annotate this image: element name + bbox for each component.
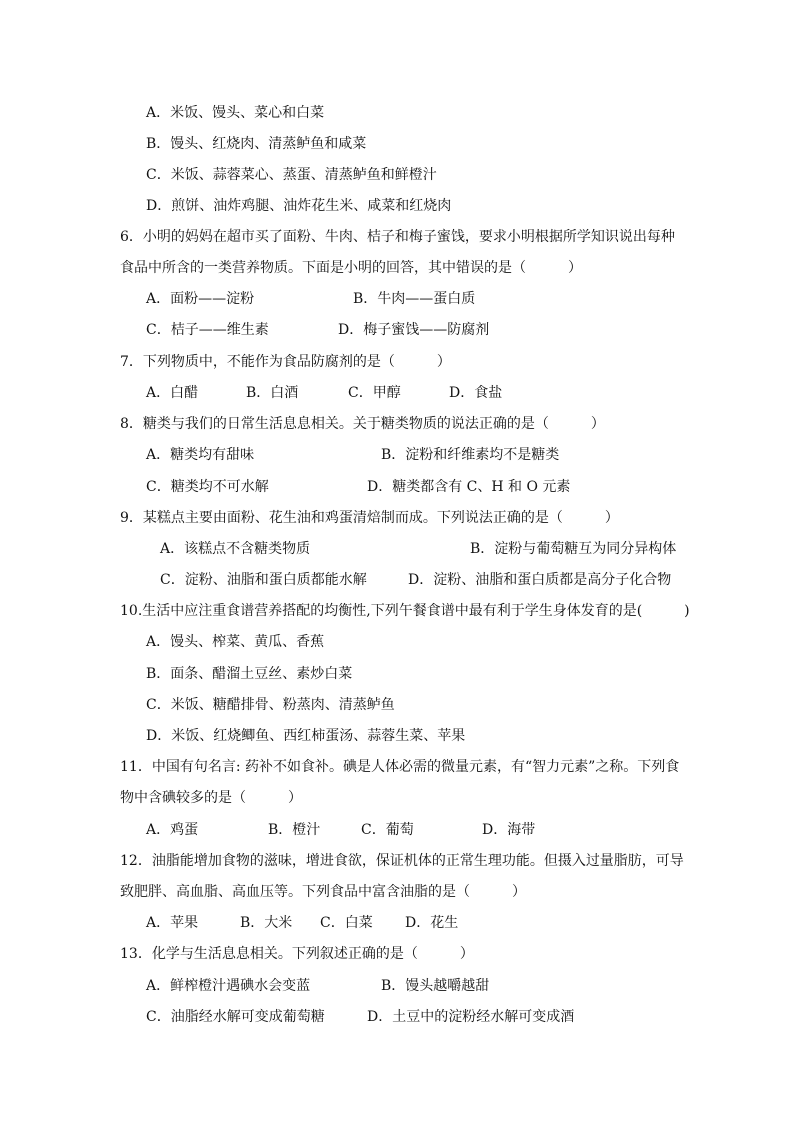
q12-option-d: D．花生: [405, 915, 459, 931]
q13-option-d: D．土豆中的淀粉经水解可变成酒: [367, 1009, 575, 1025]
q11-stem-line1: 11．中国有句名言: 药补不如食补。碘是人体必需的微量元素，有“智力元素”之称。下列食: [120, 759, 680, 775]
q6-option-a: A．面粉——淀粉: [146, 291, 255, 307]
q10-option-c: C．米饭、糖醋排骨、粉蒸肉、清蒸鲈鱼: [146, 697, 395, 713]
q9-option-b: B．淀粉与葡萄糖互为同分异构体: [470, 541, 677, 557]
q5-option-c: C．米饭、蒜蓉菜心、蒸蛋、清蒸鲈鱼和鲜橙汁: [146, 167, 437, 183]
q11-option-a: A．鸡蛋: [146, 822, 199, 838]
q9-option-d: D．淀粉、油脂和蛋白质都是高分子化合物: [408, 572, 672, 588]
q6-option-b: B．牛肉——蛋白质: [353, 291, 476, 307]
q10-option-b: B．面条、醋溜土豆丝、素炒白菜: [146, 666, 353, 682]
q10-option-a: A．馒头、榨菜、黄瓜、香蕉: [146, 634, 325, 650]
q13-option-a: A．鲜榨橙汁遇碘水会变蓝: [146, 978, 311, 994]
q12-option-a: A．苹果: [146, 915, 199, 931]
q9-option-a: A．该糕点不含糖类物质: [160, 541, 311, 557]
q12-stem-line2: 致肥胖、高血脂、高血压等。下列食品中富含油脂的是（ ）: [120, 884, 526, 900]
q13-option-c: C．油脂经水解可变成葡萄糖: [146, 1009, 325, 1025]
q7-option-b: B．白酒: [246, 385, 299, 401]
q5-option-a: A．米饭、馒头、菜心和白菜: [146, 105, 325, 121]
q6-stem-line2: 食品中所含的一类营养物质。下面是小明的回答，其中错误的是（ ）: [120, 260, 582, 276]
q13-stem: 13．化学与生活息息相关。下列叙述正确的是（ ）: [120, 946, 474, 962]
q11-option-c: C．葡萄: [361, 822, 414, 838]
q8-option-c: C．糖类均不可水解: [146, 479, 269, 495]
q8-stem: 8．糖类与我们的日常生活息息相关。关于糖类物质的说法正确的是（ ）: [120, 416, 605, 432]
q8-option-d: D．糖类都含有 C、H 和 O 元素: [367, 479, 571, 495]
q12-option-b: B．大米: [240, 915, 293, 931]
q7-option-c: C．甲醇: [348, 385, 401, 401]
q13-option-b: B．馒头越嚼越甜: [381, 978, 490, 994]
q6-stem-line1: 6．小明的妈妈在超市买了面粉、牛肉、桔子和梅子蜜饯，要求小明根据所学知识说出每种: [120, 229, 675, 245]
q10-stem: 10.生活中应注重食谱营养搭配的均衡性,下列午餐食谱中最有利于学生身体发育的是( ): [120, 603, 690, 619]
q11-stem-line2: 物中含碘较多的是（ ）: [120, 790, 302, 806]
q8-option-b: B．淀粉和纤维素均不是糖类: [381, 447, 560, 463]
q9-stem: 9．某糕点主要由面粉、花生油和鸡蛋清焙制而成。下列说法正确的是（ ）: [120, 510, 619, 526]
q11-option-b: B．橙汁: [268, 822, 321, 838]
q12-stem-line1: 12．油脂能增加食物的滋味，增进食欲，保证机体的正常生理功能。但摄入过量脂肪，可导: [120, 853, 684, 869]
q7-stem: 7．下列物质中，不能作为食品防腐剂的是（ ）: [120, 354, 451, 370]
q11-option-d: D．海带: [482, 822, 536, 838]
q6-option-c: C．桔子——维生素: [146, 322, 269, 338]
q8-option-a: A．糖类均有甜味: [146, 447, 255, 463]
q6-option-d: D．梅子蜜饯——防腐剂: [338, 322, 490, 338]
q5-option-b: B．馒头、红烧肉、清蒸鲈鱼和咸菜: [146, 136, 367, 152]
q5-option-d: D．煎饼、油炸鸡腿、油炸花生米、咸菜和红烧肉: [146, 198, 452, 214]
q10-option-d: D．米饭、红烧鲫鱼、西红柿蛋汤、蒜蓉生菜、苹果: [146, 728, 466, 744]
q9-option-c: C．淀粉、油脂和蛋白质都能水解: [160, 572, 367, 588]
q12-option-c: C．白菜: [320, 915, 373, 931]
q7-option-d: D．食盐: [449, 385, 503, 401]
q7-option-a: A．白醋: [146, 385, 199, 401]
